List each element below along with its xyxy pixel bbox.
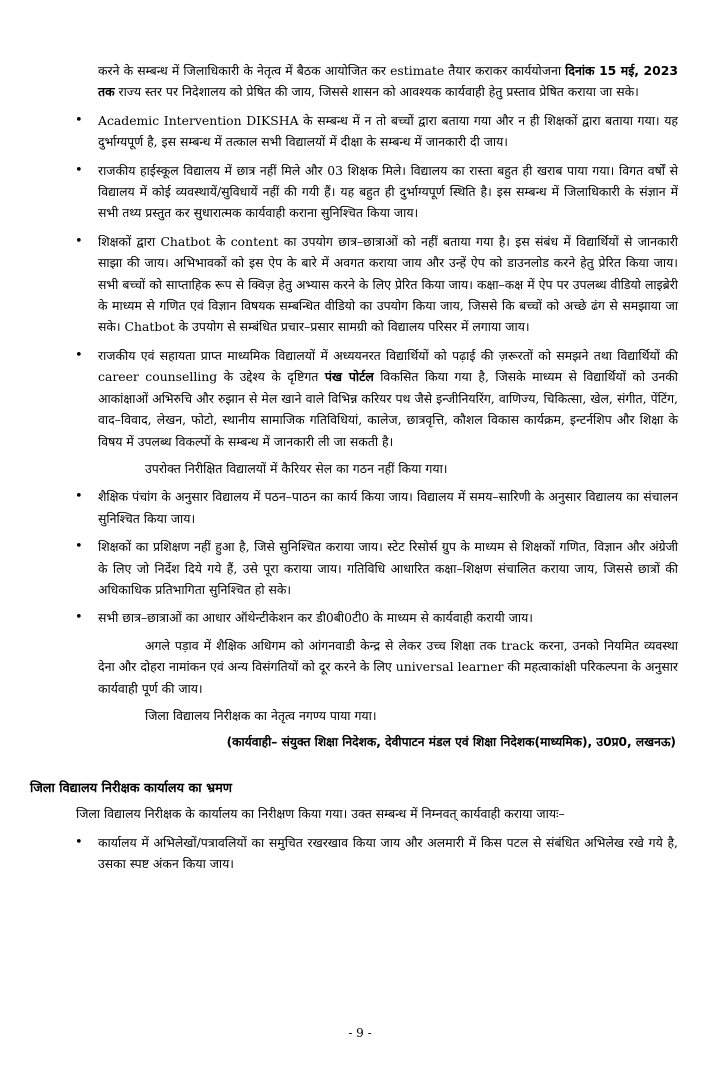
action-responsibility: (कार्यवाही– संयुक्त शिक्षा निदेशक, देवीपाटन मंडल एवं शिक्षा निदेशक(माध्यमिक), उ0प्र0, लखनऊ) [226,735,676,750]
leadership-note: जिला विद्यालय निरीक्षक का नेतृत्व नगण्य पाया गया। [145,707,377,723]
deadline-highlight: दिनांक 15 मई, 2023 तक [98,63,678,100]
bullet-list-2 [30,486,678,628]
list-item-pankh-portal: • राजकीय एवं सहायता प्राप्त माध्यमिक विद्यालयों में अध्ययनरत विद्यार्थियों को पढ़ाई की ज़रूरतों को समझने तथा विद्यार्थियों की career counselling के उद्देश्य के दृष्टिगत पंख पोर्टल विकसित किया गया है, जिसके माध्यम से विद्यार्थियों को उनकी आकांक्षाओं अभिरुचि और रुझान से मेल खाने वाले विभिन्न करियर पथ जैसे इन्जीनियरिंग, वाणिज्य, चिकित्सा, खेल, संगीत, पेंटिंग, वाद–विवाद, लेखन, फोटो, स्थानीय सामाजिक गतिविधियां, कालेज, छात्रवृत्ति, कौशल विकास कार्यक्रम, इन्टर्नशिप और शिक्षा के विषय में उपलब्ध विकल्पों के सम्बन्ध में जानकारी ली जा सकती है। [30,345,678,452]
list-item-diksha: • Academic Intervention DIKSHA के सम्बन्ध में न तो बच्चों द्वारा बताया गया और न ही शिक्षकों द्वारा बताया गया। यह दुर्भाग्यपूर्ण है, इस सम्बन्ध में तत्काल सभी विद्यालयों में दीक्षा के सम्बन्ध में जानकारी दी जाय। [30,110,678,153]
list-item-highschool: • राजकीय हाईस्कूल विद्यालय में छात्र नहीं मिले और 03 शिक्षक मिले। विद्यालय का रास्ता बहुत ही खराब पाया गया। विगत वर्षों से विद्यालय में कोई व्यवस्थायें/सुविधायें नहीं की गयी हैं। यह बहुत ही दुर्भाग्यपूर्ण स्थिति है। इस सम्बन्ध में जिलाधिकारी के संज्ञान में सभी तथ्य प्रस्तुत कर सुधारात्मक कार्यवाही कराना सुनिश्चित किया जाय। [30,160,678,224]
list-item-training: • शिक्षकों का प्रशिक्षण नहीं हुआ है, जिसे सुनिश्चित कराया जाय। स्टेट रिसोर्स ग्रुप के माध्यम से शिक्षकों गणित, विज्ञान और अंग्रेजी के लिए जो निर्देश दिये गये हैं, उसे पूरा कराया जाय। गतिविधि आधारित कक्षा–शिक्षण संचालित कराया जाय, जिससे छात्रों की अधिकाधिक प्रतिभागिता सुनिश्चित हो सके। [30,536,678,600]
list-item-records: • कार्यालय में अभिलेखों/पत्रावलियों का समुचित रखरखाव किया जाय और अलमारी में किस पटल से संबंधित अभिलेख रखे गये है, उसका स्पष्ट अंकन किया जाय। [30,832,678,875]
page-number: - 9 - [348,1026,372,1040]
list-item-aadhaar: • सभी छात्र–छात्राओं का आधार ऑथेन्टीकेशन कर डी0बी0टी0 के माध्यम से कार्यवाही करायी जाय। [30,607,678,628]
bullet-list-3 [30,832,678,875]
section-heading: जिला विद्यालय निरीक्षक कार्यालय का भ्रमण [30,780,232,796]
list-item-calendar: • शैक्षिक पंचांग के अनुसार विद्यालय में पठन–पाठन का कार्य किया जाय। विद्यालय में समय–सारिणी के अनुसार विद्यालय का संचालन सुनिश्चित किया जाय। [30,486,678,529]
section-intro: जिला विद्यालय निरीक्षक के कार्यालय का निरीक्षण किया गया। उक्त सम्बन्ध में निम्नवत् कार्यवाही कराया जायः– [76,806,565,822]
continued-paragraph: करने के सम्बन्ध में जिलाधिकारी के नेतृत्व में बैठक आयोजित कर estimate तैयार कराकर कार्ययोजना दिनांक 15 मई, 2023 तक राज्य स्तर पर निदेशालय को प्रेषित की जाय, जिससे शासन को आवश्यक कार्यवाही हेतु प्रस्ताव प्रेषित कराया जा सके। [98,63,678,100]
list-item-chatbot: • शिक्षकों द्वारा Chatbot के content का उपयोग छात्र–छात्राओं को नहीं बताया गया है। इस संबंध में विद्यार्थियों से जानकारी साझा की जाय। अभिभावकों को इस ऐप के बारे में अवगत कराया जाय और उन्हें ऐप को डाउनलोड करने हेतु प्रेरित किया जाय। सभी बच्चों को साप्ताहिक रूप से क्विज़ हेतु अभ्यास करने के लिए प्रेरित किया जाय। कक्षा–कक्ष में ऐप पर उपलब्ध वीडियो लाइब्रेरी के माध्यम से गणित एवं विज्ञान विषयक सम्बन्धित वीडियो का उपयोग किया जाय, जिससे कि बच्चों को अच्छे ढंग से समझाया जा सके। Chatbot के उपयोग से सम्बंधित प्रचार–प्रसार सामग्री को विद्यालय परिसर में लगाया जाय। [30,231,678,338]
career-cell-note: उपरोक्त निरीक्षित विद्यालयों में कैरियर सेल का गठन नहीं किया गया। [145,460,448,476]
bullet-list-1 [30,110,678,452]
portal-name-highlight: पंख पोर्टल [324,369,374,385]
track-paragraph: अगले पड़ाव में शैक्षिक अधिगम को आंगनवाडी केन्द्र से लेकर उच्च शिक्षा तक track करना, उनको नियमित व्यवस्था देना और दोहरा नामांकन एवं अन्य विसंगतियों को दूर करने के लिए universal learner की महत्वाकांक्षी परिकल्पना के अनुसार कार्यवाही पूर्ण की जाय। [98,637,678,696]
